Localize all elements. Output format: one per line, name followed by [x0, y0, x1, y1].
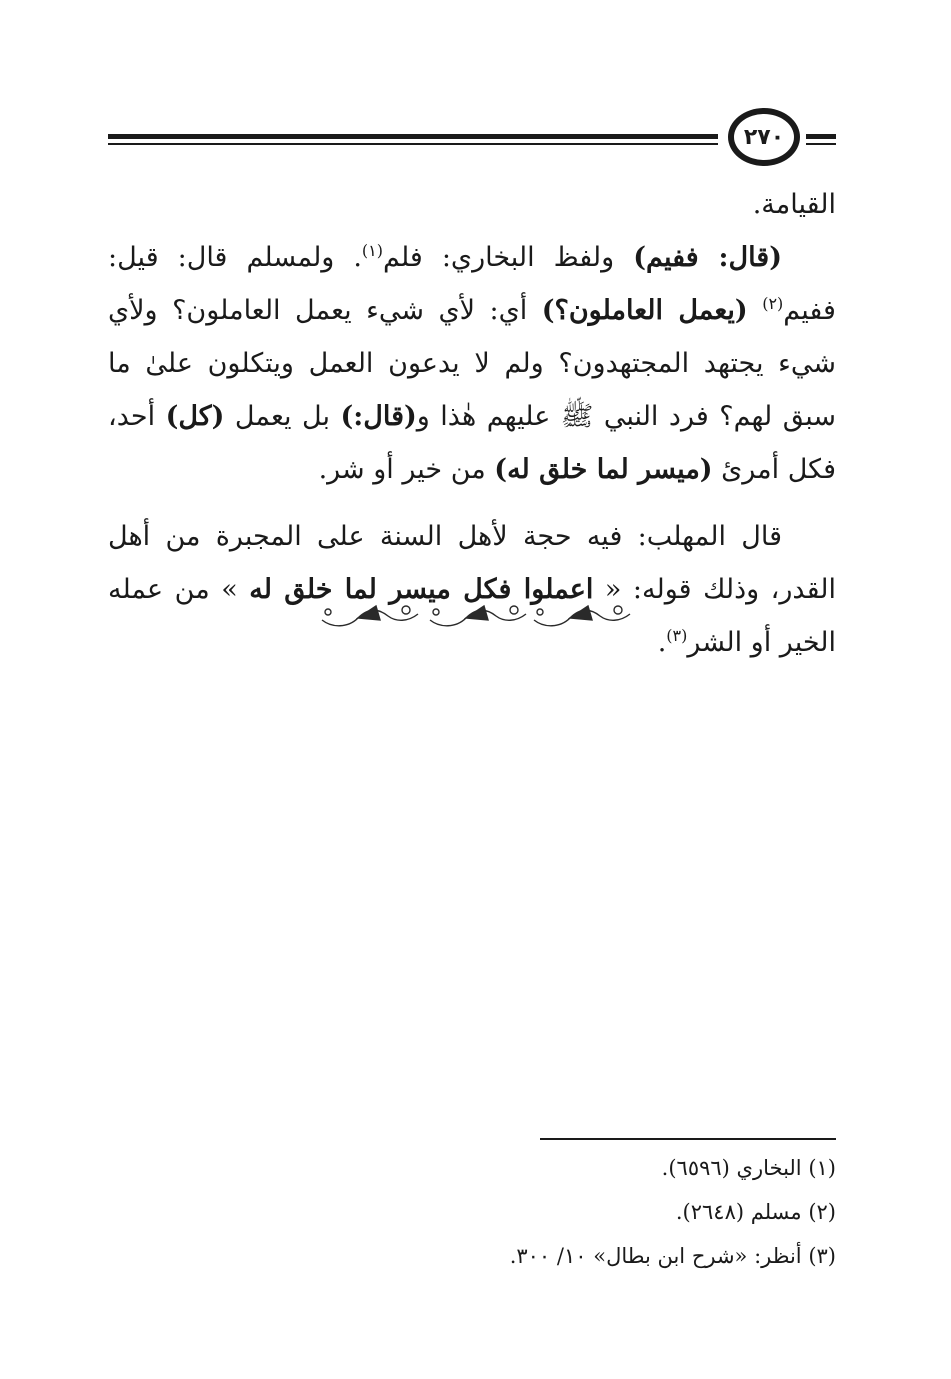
- p1-bold-1: (قال: ففيم): [633, 242, 782, 273]
- ornament-unit-2: [430, 606, 526, 626]
- footnote-1: (١) البخاري (٦٥٩٦).: [661, 1156, 836, 1180]
- main-text: [108, 178, 836, 669]
- p2-bold-1: اعملوا فكل ميسر لما خلق له: [249, 574, 594, 605]
- p1-text-4: بل يعمل: [224, 401, 341, 432]
- footnote-ref-1: (١): [361, 241, 384, 260]
- paragraph-1: [108, 231, 836, 496]
- ornament-unit-3: [534, 606, 630, 626]
- p1-bold-2: (يعمل العاملون؟): [541, 295, 748, 326]
- p1-text-5: أحد، فكل أمرئ: [108, 401, 836, 485]
- p2-text-2: » من عمله الخير أو الشر: [108, 574, 836, 658]
- paragraph-2: [108, 510, 836, 669]
- p1-text-1: ولفظ البخاري: فلم: [383, 242, 634, 273]
- footnote-ref-2: (٢): [762, 294, 784, 313]
- p2-text-1: قال المهلب: فيه حجة لأهل السنة على المجبرة من أهل القدر، وذلك قوله: «: [108, 521, 836, 605]
- p1-bold-5: (ميسر لما خلق له): [494, 454, 713, 485]
- footnote-ref-3: (٣): [666, 626, 688, 645]
- footnote-2: (٢) مسلم (٢٦٤٨).: [675, 1200, 836, 1224]
- header-rule-right-thin: [806, 143, 836, 145]
- page-number: ٢٧٠: [728, 108, 800, 166]
- header-rule-thin: [108, 143, 718, 145]
- p1-text-6: من خير أو شر.: [318, 454, 495, 485]
- p2-text-3: .: [657, 627, 667, 658]
- p1-bold-3: (قال:): [340, 401, 417, 432]
- p1-text-3: أي: لأي شيء يعمل العاملون؟ ولأي شيء يجتهد المجتهدون؟ ولم لا يدعون العمل ويتكلون علىٰ ما سبق لهم؟ فرد النبي ﷺ عليهم هٰذا و: [108, 295, 836, 432]
- header-rule-thick: [108, 134, 718, 139]
- line-continuation: القيامة.: [752, 189, 836, 220]
- header-rule-right-thick: [806, 134, 836, 139]
- p1-bold-4: (كل): [165, 401, 225, 432]
- p1-text-2: . ولمسلم قال: قيل: ففيم: [108, 242, 836, 326]
- floral-divider-icon: [318, 598, 634, 632]
- footnotes: [108, 1146, 836, 1278]
- ornament-unit-1: [322, 606, 418, 626]
- page-header: [108, 108, 836, 168]
- footnote-separator: [540, 1138, 836, 1140]
- footnote-3: (٣) أنظر: «شرح ابن بطال» ١٠/ ٣٠٠.: [509, 1244, 836, 1268]
